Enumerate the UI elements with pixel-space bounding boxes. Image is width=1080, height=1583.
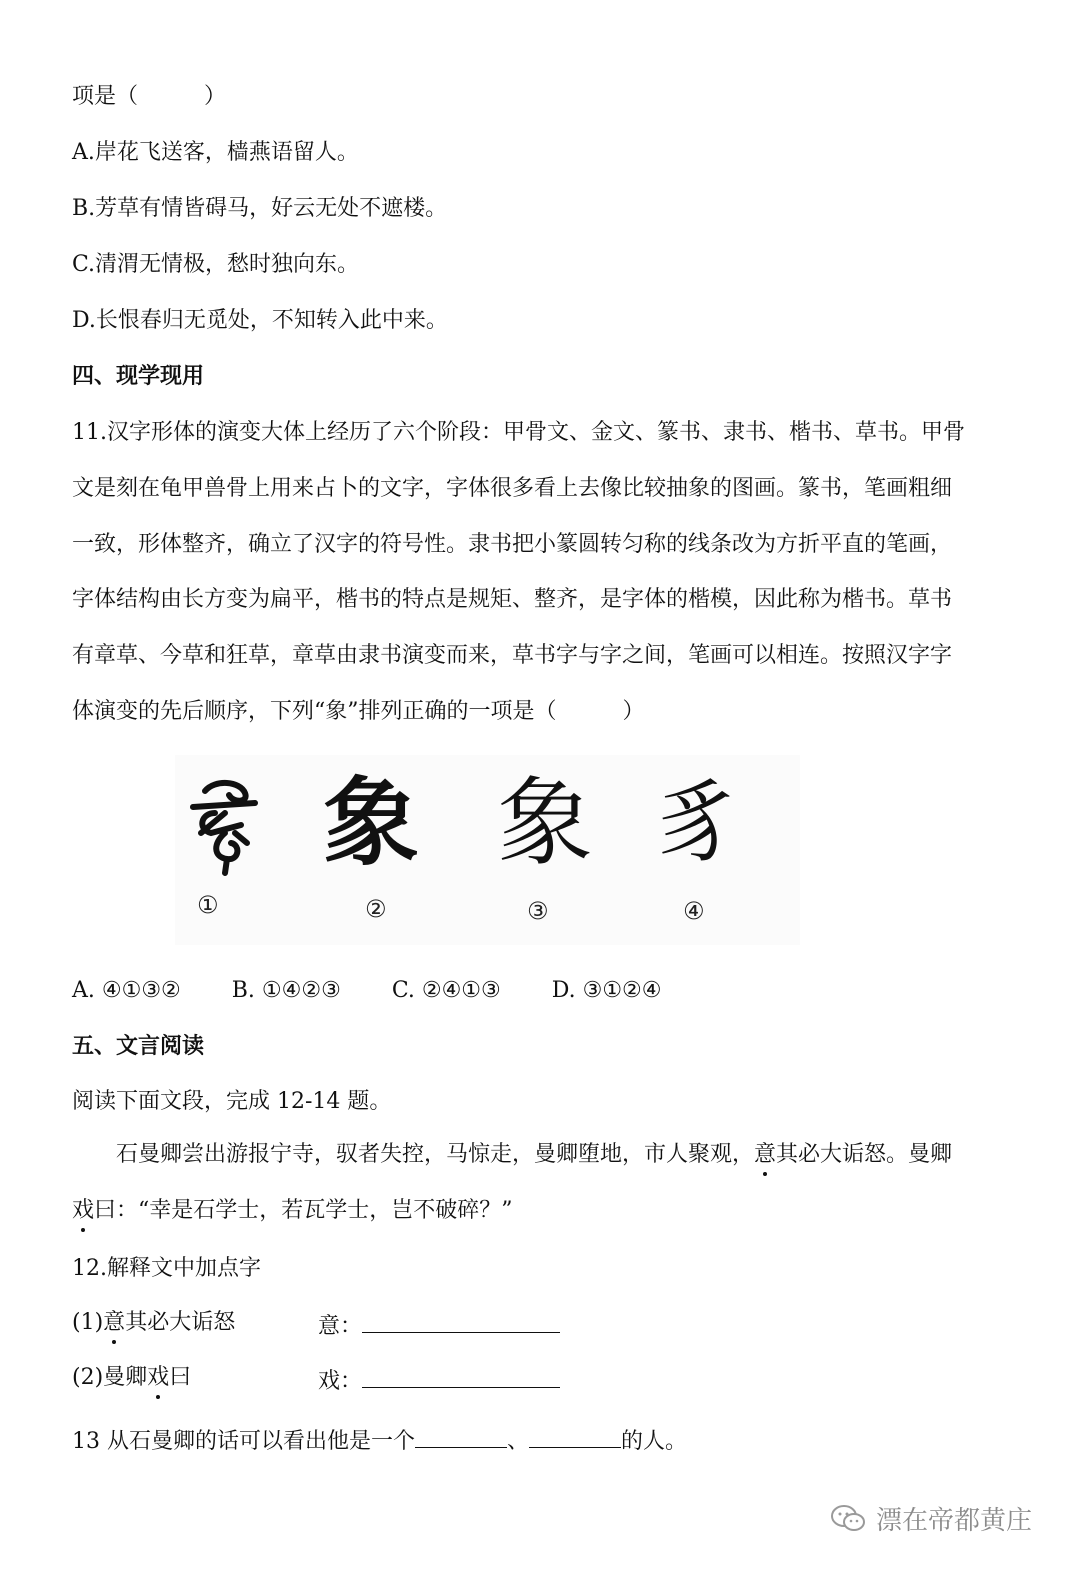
watermark-text: 漂在帝都黄庄 [876,1506,1033,1536]
question12-item-1-dot: 意 [103,1308,125,1338]
oracle-bone-glyph [185,773,265,878]
glyph-label-2: ② [365,895,387,923]
question12-item-1 [72,1308,235,1338]
question13-middle: 、 [507,1429,530,1454]
answer-blank-3[interactable] [415,1423,507,1448]
question11-option-b: B. ①④②③ [231,978,341,1003]
question11-line-1: 11.汉字形体的演变大体上经历了六个阶段：甲骨文、金文、篆书、隶书、楷书、草书。甲骨 [72,420,965,445]
question11-option-c: C. ②④①③ [391,978,501,1003]
question11-line-2: 文是刻在龟甲兽骨上用来占卜的文字，字体很多看上去像比较抽象的图画。篆书，笔画粗细 [72,476,953,501]
glyph-label-4: ④ [683,897,705,925]
section4-heading: 四、现学现用 [72,364,205,389]
question10-option-a: A.岸花飞送客，樯燕语留人。 [72,140,359,165]
glyph-2: 象 [323,766,419,879]
question12-item-1-answer [318,1308,560,1342]
question11-option-a: A. ④①③② [72,978,181,1003]
question11-line-3: 一致，形体整齐，确立了汉字的符号性。隶书把小篆圆转匀称的线条改为方折平直的笔画， [72,532,953,557]
question10-option-c: C.清渭无情极，愁时独向东。 [72,252,360,277]
question11-line-5: 有章草、今草和狂草，章草由隶书演变而来，草书字与字之间，笔画可以相连。按照汉字字 [72,643,953,668]
question12-title: 12.解释文中加点字 [72,1256,261,1281]
question11-options [72,976,705,1006]
glyph-label-1: ① [197,891,219,919]
watermark [830,1500,1032,1537]
question11-line-6: 体演变的先后顺序，下列“象”排列正确的一项是（ ） [72,699,645,724]
question12-item-1-key: 意： [318,1314,363,1339]
question12-item-2-answer [318,1363,560,1397]
answer-blank-2[interactable] [362,1363,560,1388]
question10-stem-tail: 项是（ ） [72,84,227,109]
question12-item-2-dot: 戏 [147,1363,169,1393]
question11-option-d: D. ③①②④ [551,978,662,1003]
question10-option-b: B.芳草有情皆碍马，好云无处不遮楼。 [72,196,448,221]
question12-item-2 [72,1363,191,1393]
passage-text-2: 其必大诟怒。曼卿 [776,1142,953,1167]
answer-blank-1[interactable] [362,1308,560,1333]
question12-item-2-prefix: (2)曼卿 [72,1365,148,1390]
passage-text-1: 石曼卿尝出游报宁寺，驭者失控，马惊走，曼卿堕地，市人聚观， [72,1142,755,1167]
passage-dotted-char-1: 意 [754,1140,776,1170]
question12-item-2-rest: 曰 [169,1365,192,1390]
passage-line-2 [72,1196,513,1226]
question12-item-1-prefix: (1) [72,1310,104,1335]
section5-heading: 五、文言阅读 [72,1034,205,1059]
section5-intro: 阅读下面文段，完成 12-14 题。 [72,1089,392,1114]
wechat-icon [830,1504,868,1534]
character-evolution-image [175,755,800,945]
question13-after: 的人。 [621,1429,688,1454]
glyph-label-3: ③ [527,897,549,925]
glyph-4: 豸 [653,770,743,875]
glyph-3: 象 [497,767,593,879]
question13 [72,1423,687,1457]
question12-item-2-key: 戏： [318,1369,363,1394]
question11-line-4: 字体结构由长方变为扁平，楷书的特点是规矩、整齐，是字体的楷模，因此称为楷书。草书 [72,587,953,612]
passage-line-1 [72,1140,952,1170]
answer-blank-4[interactable] [529,1423,621,1448]
question10-option-d: D.长恨春归无觅处，不知转入此中来。 [72,308,448,333]
question12-item-1-rest: 其必大诟怒 [125,1310,236,1335]
passage-text-3: 曰：“幸是石学士，若瓦学士，岂不破碎？” [94,1198,513,1223]
passage-dotted-char-2: 戏 [72,1196,94,1226]
question13-before: 13 从石曼卿的话可以看出他是一个 [72,1429,415,1454]
